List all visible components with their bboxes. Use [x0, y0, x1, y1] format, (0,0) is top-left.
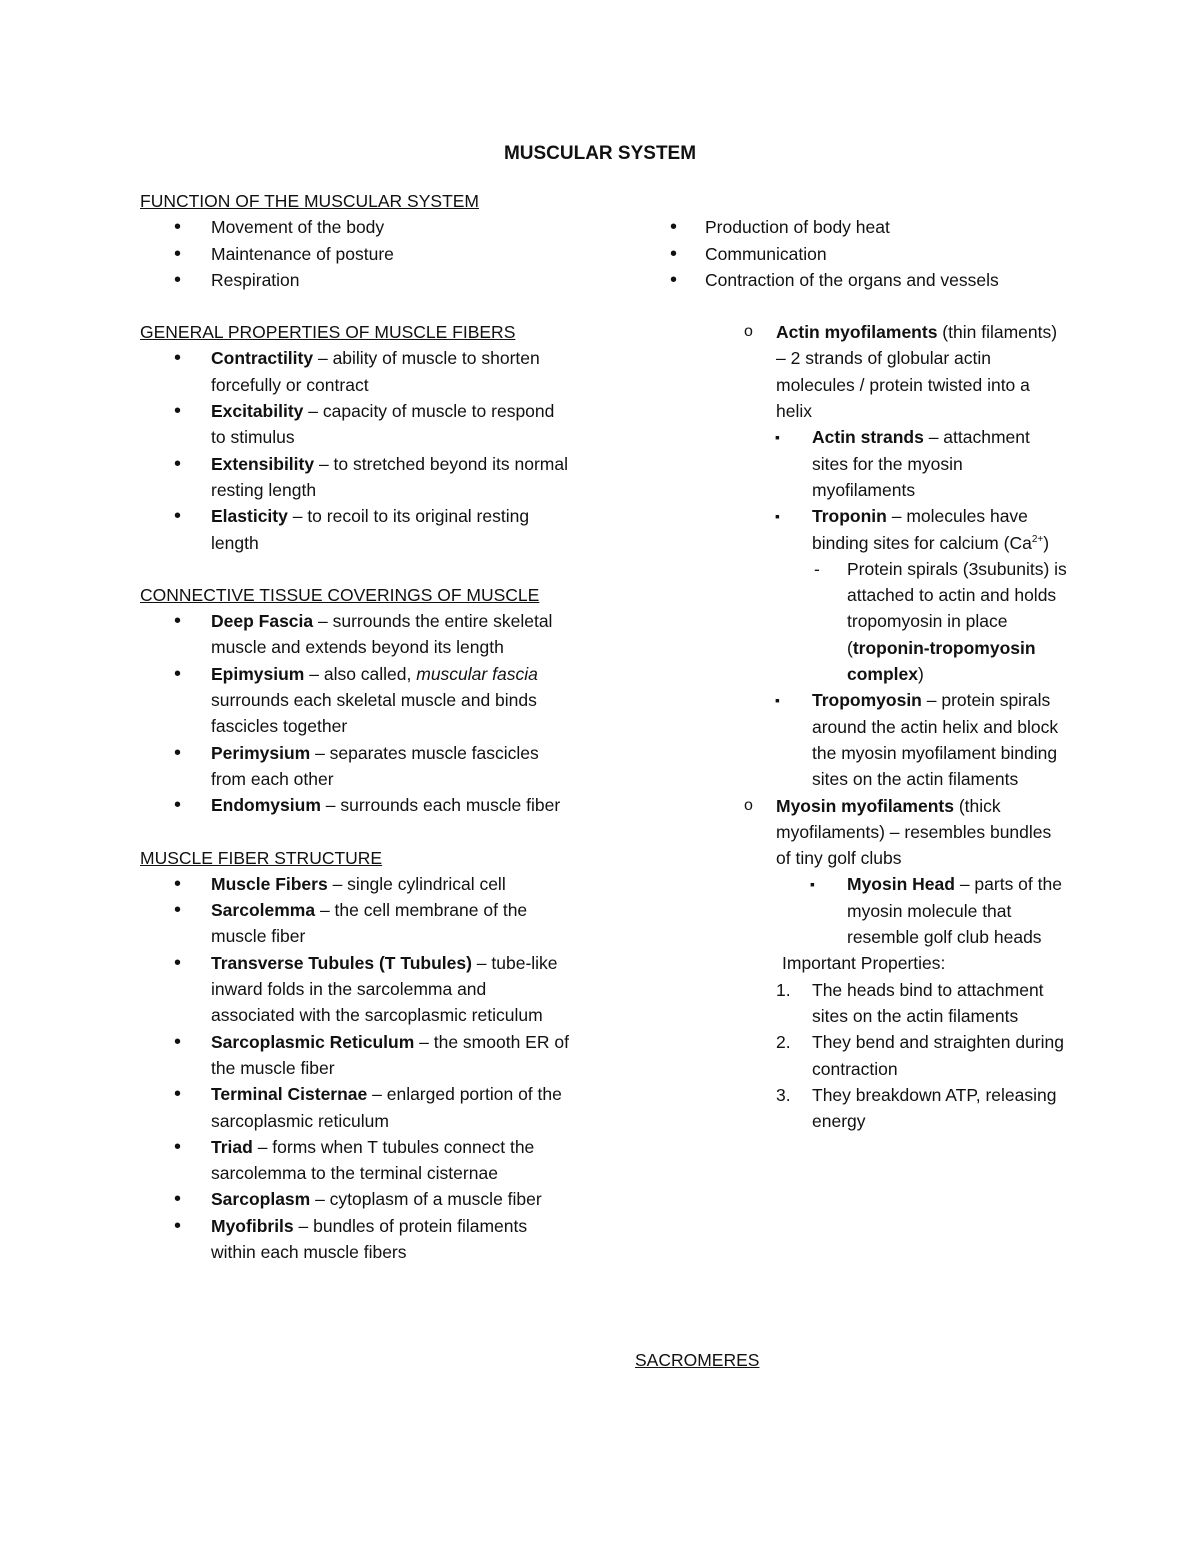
definition: – surrounds each muscle fiber: [320, 795, 561, 816]
definition: – parts of the myosin molecule that resemble golf club heads: [847, 874, 1062, 948]
definition: – tube-like inward folds in the sarcolemma and associated with the sarcoplasmic reticulum: [211, 952, 558, 1026]
list-item: [140, 1081, 570, 1134]
section-heading-function: FUNCTION OF THE MUSCULAR SYSTEM: [140, 191, 480, 211]
term: Deep Fascia: [211, 611, 314, 632]
definition: (thick myofilaments) – resembles bundles of tiny golf clubs: [776, 795, 1052, 869]
fiber-list: [140, 871, 570, 1265]
list-item: [140, 1213, 570, 1266]
term: Terminal Cisternae: [211, 1084, 368, 1105]
definition-tail: ): [1043, 532, 1050, 553]
list-item: [140, 608, 570, 661]
list-item: [140, 503, 570, 556]
list-item: • Maintenance of posture: [140, 241, 570, 267]
list-text: They bend and straighten during contraction: [812, 1032, 1064, 1079]
list-number: 2.: [776, 1032, 791, 1053]
term: Myofibrils: [211, 1215, 294, 1236]
term: troponin-tropomyosin complex: [847, 637, 1036, 685]
term: Elasticity: [211, 506, 288, 527]
definition: (thin filaments) – 2 strands of globular actin molecules / protein twisted into a helix: [776, 322, 1058, 422]
definition: – molecules have binding sites for calcium (Ca: [812, 506, 1032, 553]
list-item: [140, 950, 570, 1029]
list-item: [620, 687, 1070, 792]
definition: – cytoplasm of a muscle fiber: [310, 1189, 542, 1210]
troponin-sublist: [620, 556, 1070, 687]
tropomyosin-list: [620, 687, 1070, 792]
list-item: • Respiration: [140, 267, 570, 293]
important-properties-list: [620, 977, 1070, 1135]
function-list-right: [620, 214, 1070, 293]
definition: – also called,: [304, 663, 417, 684]
definition: – enlarged portion of the sarcoplasmic reticulum: [211, 1084, 562, 1131]
properties-list: [140, 345, 570, 555]
definition: surrounds each skeletal muscle and binds fascicles together: [211, 690, 537, 737]
actin-section: [620, 319, 1070, 424]
term: Excitability: [211, 401, 304, 422]
term: Endomysium: [211, 795, 321, 816]
term: Perimysium: [211, 742, 311, 763]
definition: – forms when T tubules connect the sarcolemma to the terminal cisternae: [211, 1136, 535, 1184]
list-item: [140, 897, 570, 950]
term: Troponin: [812, 506, 887, 527]
list-item: [140, 398, 570, 451]
list-item: • Production of body heat: [620, 214, 1070, 240]
term: Actin myofilaments: [776, 322, 938, 343]
section-heading-properties: GENERAL PROPERTIES OF MUSCLE FIBERS: [140, 322, 516, 343]
list-number: 3.: [776, 1084, 791, 1105]
list-item: [140, 792, 570, 818]
term: Triad: [211, 1136, 253, 1157]
list-item: [620, 977, 1070, 1030]
list-number: 1.: [776, 979, 791, 1000]
connective-list: [140, 608, 570, 818]
left-column: [140, 188, 570, 1265]
list-item: [620, 793, 1070, 872]
term: Contractility: [211, 348, 314, 369]
definition: – to stretched beyond its normal resting length: [211, 453, 568, 500]
list-text: The heads bind to attachment sites on the actin filaments: [812, 979, 1044, 1026]
definition: – ability of muscle to shorten forcefully or contract: [211, 348, 540, 395]
list-item: [140, 1186, 570, 1212]
list-item: [620, 319, 1070, 424]
list-item: [620, 1029, 1070, 1082]
term: Extensibility: [211, 453, 315, 474]
list-item: [140, 345, 570, 398]
term: Myosin myofilaments: [776, 795, 954, 816]
list-item: • Movement of the body: [140, 214, 570, 240]
function-list-left: [140, 214, 570, 293]
actin-sublist: [620, 424, 1070, 555]
definition: – separates muscle fascicles from each other: [211, 742, 539, 789]
definition: – surrounds the entire skeletal muscle and extends beyond its length: [211, 611, 553, 658]
list-item: • Communication: [620, 241, 1070, 267]
term: Transverse Tubules (T Tubules): [211, 952, 472, 973]
definition-tail: ): [918, 664, 924, 685]
definition: – the cell membrane of the muscle fiber: [211, 900, 528, 947]
list-text: They breakdown ATP, releasing energy: [812, 1084, 1057, 1132]
definition: – bundles of protein filaments within each muscle fibers: [211, 1215, 528, 1262]
important-properties-label: Important Properties:: [782, 953, 946, 974]
myosin-section: [620, 793, 1070, 872]
term: Actin strands: [812, 427, 924, 448]
definition: – protein spirals around the actin helix and block the myosin myofilament binding sites on the actin filaments: [812, 690, 1059, 790]
section-heading-connective: CONNECTIVE TISSUE COVERINGS OF MUSCLE: [140, 584, 540, 605]
term: Sarcoplasmic Reticulum: [211, 1031, 415, 1052]
list-item: • Contraction of the organs and vessels: [620, 267, 1070, 293]
superscript: 2+: [1031, 533, 1044, 545]
term: Sarcoplasm: [211, 1189, 311, 1210]
list-item: [620, 556, 1070, 687]
myosin-sublist: [620, 871, 1070, 950]
term: Tropomyosin: [812, 690, 922, 711]
list-item: [140, 871, 570, 897]
definition: Protein spirals (3subunits) is attached to actin and holds tropomyosin in place (: [847, 558, 1067, 658]
definition-italic: muscular fascia: [416, 663, 538, 684]
list-item: [655, 871, 1070, 950]
term: Muscle Fibers: [211, 873, 328, 894]
section-heading-fiber: MUSCLE FIBER STRUCTURE: [140, 847, 383, 868]
definition: – capacity of muscle to respond to stimulus: [211, 401, 555, 448]
section-heading-sacromeres: SACROMERES: [635, 1350, 760, 1370]
term: Epimysium: [211, 663, 305, 684]
list-item: [140, 740, 570, 793]
list-item: [140, 661, 570, 740]
list-item: [140, 1029, 570, 1082]
definition: – the smooth ER of the muscle fiber: [211, 1031, 569, 1078]
definition: – attachment sites for the myosin myofilaments: [812, 427, 1030, 500]
term: Myosin Head: [847, 874, 955, 895]
definition: – single cylindrical cell: [327, 873, 506, 894]
list-item: [620, 1082, 1070, 1135]
list-item: [140, 1134, 570, 1187]
page-title: MUSCULAR SYSTEM: [503, 143, 697, 164]
list-item: [140, 451, 570, 504]
list-item: [620, 424, 1070, 503]
definition: – to recoil to its original resting length: [211, 506, 530, 553]
right-column: [620, 188, 1070, 1134]
term: Sarcolemma: [211, 900, 316, 921]
list-item: [620, 503, 1070, 556]
